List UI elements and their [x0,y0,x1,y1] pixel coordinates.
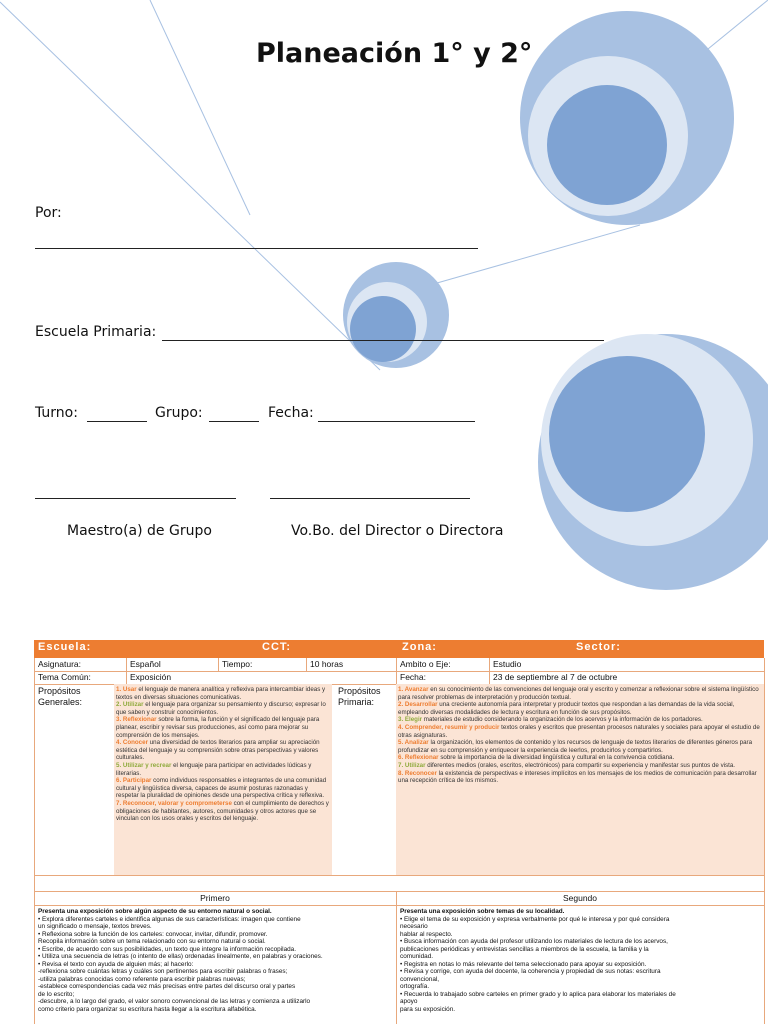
tema-value: Exposición [130,672,172,682]
ambito-label: Ambito o Eje: [400,659,451,669]
proposito-item [116,701,330,716]
proposito-text: una diversidad de textos literarios para ampliar su apreciación estética del lenguaje y su comprensión sobre otras perspectivas y valores culturales. [116,739,320,762]
maestro-label: Maestro(a) de Grupo [67,523,212,539]
proposito-text: textos orales y escritos que presentan procesos naturales y sociales para apoyar el estudio de otras asignaturas. [398,723,760,739]
propositos-primaria-label: Propósitos Primaria: [338,686,381,707]
activity-item: hablar al respecto. [400,930,453,938]
proposito-item [398,754,760,762]
table-border-right [764,658,765,1024]
activity-item: Presenta una exposición sobre temas de su localidad. [400,908,565,915]
proposito-text: en su conocimiento de las convenciones del lenguaje oral y escrito y comenzar a reflexionar sobre el sistema lingüístico para resolver problemas de interpretación y producción textual. [398,686,759,701]
proposito-item [116,716,330,739]
circle-inner [547,85,667,205]
table-row-grades-header [34,891,764,906]
circle-group-top [520,11,734,225]
proposito-text: la existencia de perspectivas e intereses implícitos en los mensajes de los medios de comunicación para desarrollar una recepción crítica de los mismos. [398,769,757,785]
table-divider [489,658,490,684]
planning-table [34,640,764,1024]
table-row-asignatura [34,658,764,672]
ambito-value: Estudio [493,659,522,669]
proposito-item [116,800,330,823]
proposito-item [116,739,330,762]
proposito-text: sobre la importancia de la diversidad lingüística y cultural en la convivencia cotidiana. [438,754,675,762]
circle-group-bottom [538,334,768,590]
activity-item: • Escribe, de acuerdo con sus posibilidades, un texto que integre la información recopilada. [38,945,297,953]
activity-item: • Revisa el texto con ayuda de alguien más; al hacerlo: [38,960,194,968]
table-header-row [34,640,764,658]
proposito-verb: 3. Elegir [398,716,423,724]
proposito-text: sobre la forma, la función y el significado del lenguaje para planear, escribir y revisar sus producciones, así como para mejorar su comprensión de los mensajes. [116,716,320,739]
proposito-text: una creciente autonomía para interpretar y producir textos que respondan a las demandas de la vida social, empleando diversas modalidades de lectura y escritura en función de sus propósitos. [398,701,735,716]
table-row-blank [34,875,764,892]
asignatura-label: Asignatura: [38,659,81,669]
proposito-verb: 5. Analizar [398,739,429,747]
proposito-text: con el cumplimiento de derechos y obligaciones de habitantes, autores, comunidades y otros actores que se vinculan con los usos orales y escritos del lenguaje. [116,799,329,823]
activity-item: -establece correspondencias cada vez más precisas entre partes del discurso oral y partes [38,983,296,990]
proposito-item [398,701,760,716]
activity-item: -utiliza palabras conocidas como referente para escribir palabras nuevas; [38,975,246,983]
propositos-generales-label: Propósitos Generales: [38,686,83,707]
por-label: Por: [35,205,62,221]
activity-item: • Busca información con ayuda del profesor utilizando los materiales de lectura de los acervos, [400,938,668,945]
activity-item: para su exposición. [400,1005,456,1013]
table-divider [306,658,307,671]
table-divider [218,658,219,671]
activity-item: publicaciones periódicas y entrevistas sencillas a miembros de la escuela, la familia y la [400,945,649,953]
primero-header: Primero [200,893,230,903]
activity-item: • Revisa y corrige, con ayuda del docente, la coherencia y propiedad de sus notas: escritura [400,968,661,975]
activity-item: ortografía. [400,983,430,990]
segundo-header: Segundo [562,893,598,903]
fecha-line[interactable] [318,407,475,422]
table-divider [396,891,397,1024]
activity-item: apoyo [400,998,418,1005]
grupo-label: Grupo: [155,405,203,421]
proposito-verb: 8. Reconocer [398,769,437,777]
proposito-text: la organización, los elementos de contenido y los recursos de lenguaje de textos literarios de diferentes géneros para profundizar en su comprensión y enriquecer la experiencia de leerlos, producirlos y compartirlos. [398,739,753,754]
propositos-primaria-list [398,686,760,785]
proposito-verb: 3. Reflexionar [116,716,157,724]
proposito-item [398,724,760,739]
proposito-verb: 2. Desarrollar [398,701,438,709]
proposito-item [398,686,760,701]
proposito-verb: 1. Usar [116,686,137,693]
proposito-item [398,770,760,785]
activity-item: • Utiliza una secuencia de letras (o intento de ellas) ordenadas linealmente, en palabras y oraciones. [38,953,323,960]
fecha-row-value: 23 de septiembre al 7 de octubre [493,672,618,682]
tema-label: Tema Común: [38,672,91,682]
escuela-label: Escuela Primaria: [35,324,157,340]
proposito-item [116,686,330,701]
proposito-verb: 5. Utilizar y recrear [116,761,172,769]
fecha-label: Fecha: [268,405,314,421]
proposito-item [398,716,760,724]
header-sector: Sector: [576,641,621,653]
turno-line[interactable] [87,407,147,422]
table-row-propositos [34,684,764,876]
proposito-text: diferentes medios (orales, escritos, electrónicos) para compartir su experiencia y manifestar sus puntos de vista. [425,761,736,769]
table-divider [396,658,397,684]
activity-item: • Explora diferentes carteles e identifica algunas de sus características: imagen que contiene [38,915,301,923]
activity-item: -reflexiona sobre cuántas letras y cuáles son pertinentes para escribir palabras o frases; [38,968,288,975]
proposito-verb: 7. Utilizar [398,761,426,769]
activity-item: Presenta una exposición sobre algún aspecto de su entorno natural o social. [38,908,272,915]
activity-item: Recopila información sobre un tema relacionado con su entorno natural o social. [38,938,266,945]
proposito-text: el lenguaje de manera analítica y reflexiva para intercambiar ideas y textos en diversas situaciones comunicativas. [116,686,326,701]
segundo-activities [400,908,760,1013]
activity-item: • Elige el tema de su exposición y expresa verbalmente por qué le interesa y por qué considera [400,915,670,923]
header-escuela: Escuela: [38,641,92,653]
tiempo-label: Tiempo: [222,659,253,669]
proposito-verb: 2. Utilizar [116,701,144,709]
primero-activities [38,908,392,1013]
activity-item: como criterio para organizar su escritura hasta llegar a la escritura alfabética. [38,1005,257,1013]
header-cct: CCT: [262,641,292,653]
proposito-verb: 6. Reflexionar [398,754,439,762]
proposito-verb: 6. Participar [116,777,152,785]
escuela-line[interactable] [162,326,604,341]
table-divider [126,658,127,684]
activity-item: un significado o mensaje, textos breves. [38,923,152,930]
maestro-signature-line[interactable] [35,498,236,499]
table-row-tema [34,671,764,685]
asignatura-value: Español [130,659,161,669]
director-signature-line[interactable] [270,498,470,499]
circle-group-middle [343,262,449,368]
por-line[interactable] [35,248,478,249]
activity-item: • Reflexiona sobre la función de los carteles: convocar, invitar, difundir, promover. [38,930,268,938]
proposito-verb: 1. Avanzar [398,686,429,693]
proposito-item [398,762,760,770]
proposito-text: el lenguaje para participar en actividades lúdicas y literarias. [116,761,312,777]
propositos-generales-list [116,686,330,823]
proposito-text: materiales de estudio considerando la organización de los acervos y la información de los portadores. [422,716,703,724]
grupo-line[interactable] [209,407,259,422]
proposito-item [116,777,330,800]
proposito-verb: 4. Comprender, resumir y producir [398,723,500,731]
header-zona: Zona: [402,641,437,653]
circle-inner [549,356,705,512]
proposito-text: como individuos responsables e integrantes de una comunidad cultural y lingüística diversa, capaces de asumir posturas razonadas y respetar la pluralidad de opiniones desde una perspectiva crítica y reflexiva. [116,777,327,800]
activity-item: convencional, [400,975,440,983]
activity-item: comunidad. [400,953,434,960]
activity-item: de lo escrito; [38,990,75,998]
activity-item: • Recuerda lo trabajado sobre carteles en primer grado y lo aplica para elaborar los materiales de [400,990,676,998]
proposito-item [116,762,330,777]
page-title: Planeación 1° y 2° [256,38,533,69]
diagonal-line [150,0,250,215]
table-border-left [34,658,35,1024]
proposito-verb: 7. Reconocer, valorar y comprometerse [116,799,232,807]
turno-label: Turno: [35,405,78,421]
proposito-verb: 4. Conocer [116,739,148,747]
proposito-text: el lenguaje para organizar su pensamiento y discurso; expresar lo que saben y construir conocimientos. [116,701,326,716]
fecha-row-label: Fecha: [400,672,426,682]
proposito-item [398,739,760,754]
activity-item: necesario [400,923,428,930]
activity-item: • Registra en notas lo más relevante del tema seleccionado para apoyar su exposición. [400,960,647,968]
director-label: Vo.Bo. del Director o Directora [291,523,504,539]
activity-item: -descubre, a lo largo del grado, el valor sonoro convencional de las letras y comienza a utilizarlo [38,998,311,1005]
tiempo-value: 10 horas [310,659,344,669]
